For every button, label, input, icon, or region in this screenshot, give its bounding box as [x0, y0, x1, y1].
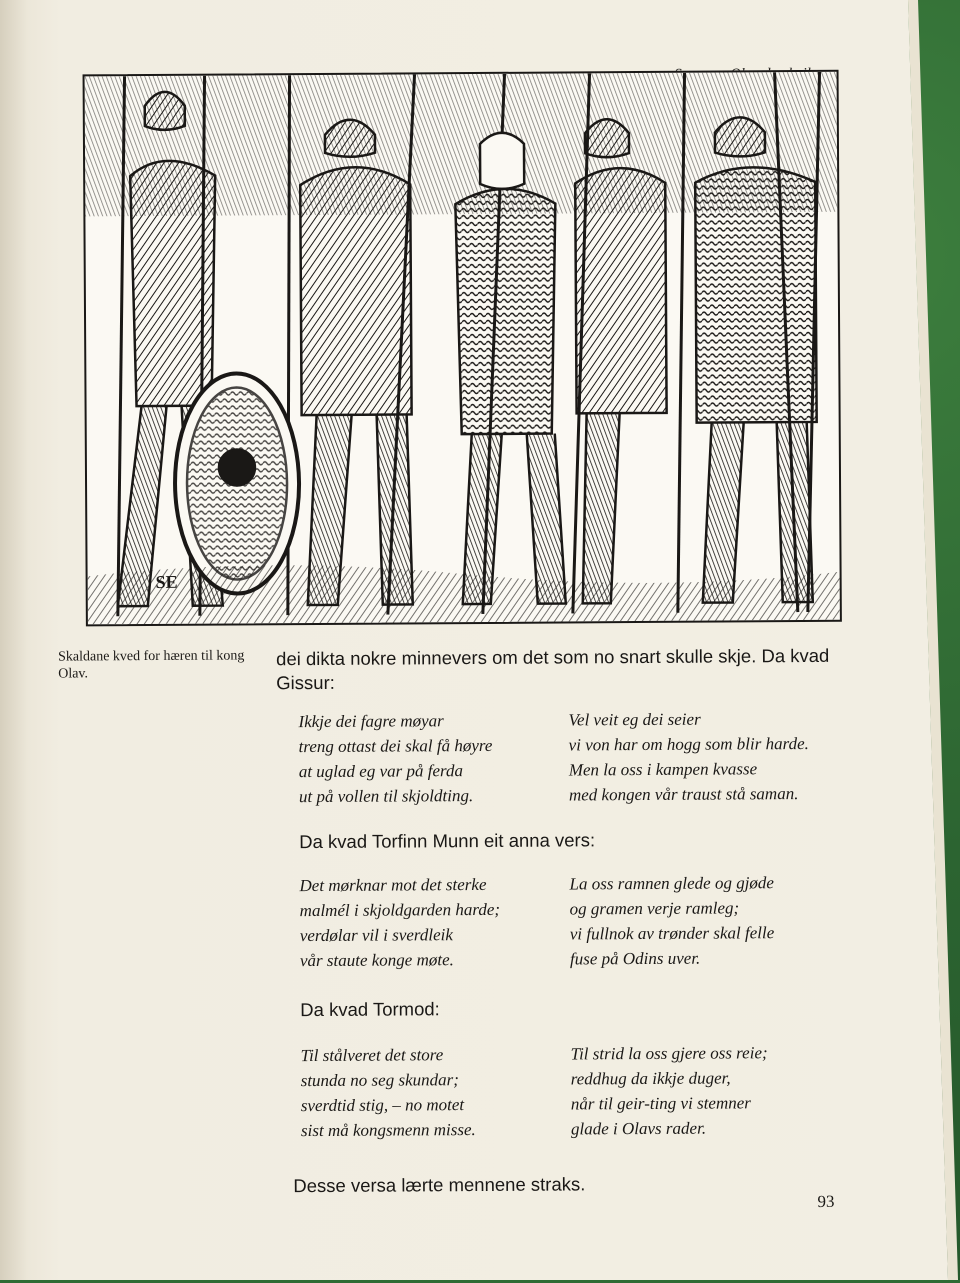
verse-line: Men la oss i kampen kvasse	[568, 759, 758, 780]
verse-line: vi fullnok av trønder skal felle	[569, 923, 775, 944]
verse-line: når til geir-ting vi stemner	[570, 1093, 751, 1114]
verse-line: stunda no seg skundar;	[300, 1070, 459, 1091]
verse-line: La oss ramnen glede og gjøde	[569, 873, 775, 894]
verse-2	[299, 870, 840, 973]
verse-line: sist må kongsmenn misse.	[300, 1120, 476, 1141]
verse-2-left	[299, 871, 570, 973]
verse-2-intro: Da kvad Torfinn Munn eit anna vers:	[299, 829, 596, 853]
verse-line: og gramen verje ramleg;	[569, 898, 740, 919]
illustration-drawing	[85, 72, 840, 625]
verse-line: Det mørknar mot det sterke	[299, 874, 487, 896]
verse-line: ut på vollen til skjoldting.	[298, 786, 474, 807]
verse-line: malmél i skjoldgarden harde;	[299, 899, 501, 921]
verse-line: fuse på Odins uver.	[569, 948, 701, 969]
verse-line: reddhug da ikkje duger,	[570, 1068, 731, 1089]
verse-line: Ikkje dei fagre møyar	[298, 711, 444, 732]
verse-line: Til stålveret det store	[300, 1045, 444, 1066]
verse-1-left	[298, 707, 569, 809]
verse-line: vi von har om hogg som blir harde.	[568, 733, 809, 755]
verse-line: sverdtid stig, – no motet	[300, 1095, 465, 1116]
verse-1	[298, 706, 839, 809]
verse-2-right	[569, 870, 840, 972]
woodcut-warriors-illustration	[83, 70, 842, 627]
verse-line: glade i Olavs rader.	[570, 1118, 707, 1139]
page-number: 93	[817, 1191, 835, 1211]
illustration-caption: Skaldane kved for hæren til kong Olav.	[58, 648, 245, 682]
verse-line: at uglad eg var på ferda	[298, 761, 464, 782]
verse-line: Vel veit eg dei seier	[568, 709, 701, 730]
verse-line: verdølar vil i sverdleik	[299, 925, 453, 946]
verse-3-right	[570, 1040, 841, 1142]
paragraph-1: dei dikta nokre minnevers om det som no snart skulle skje. Da kvad Gissur:	[276, 644, 830, 694]
closing-sentence: Desse versa lærte mennene straks.	[293, 1173, 586, 1197]
verse-3-left	[300, 1041, 571, 1143]
verse-1-right	[568, 706, 839, 808]
artist-signature: SE	[155, 571, 178, 592]
verse-line: Til strid la oss gjere oss reie;	[570, 1043, 768, 1064]
verse-3-intro: Da kvad Tormod:	[300, 998, 440, 1021]
verse-line: med kongen vår traust stå saman.	[568, 784, 799, 805]
verse-line: treng ottast dei skal få høyre	[298, 735, 493, 757]
verse-3	[300, 1040, 841, 1143]
verse-line: vår staute konge møte.	[299, 950, 454, 971]
